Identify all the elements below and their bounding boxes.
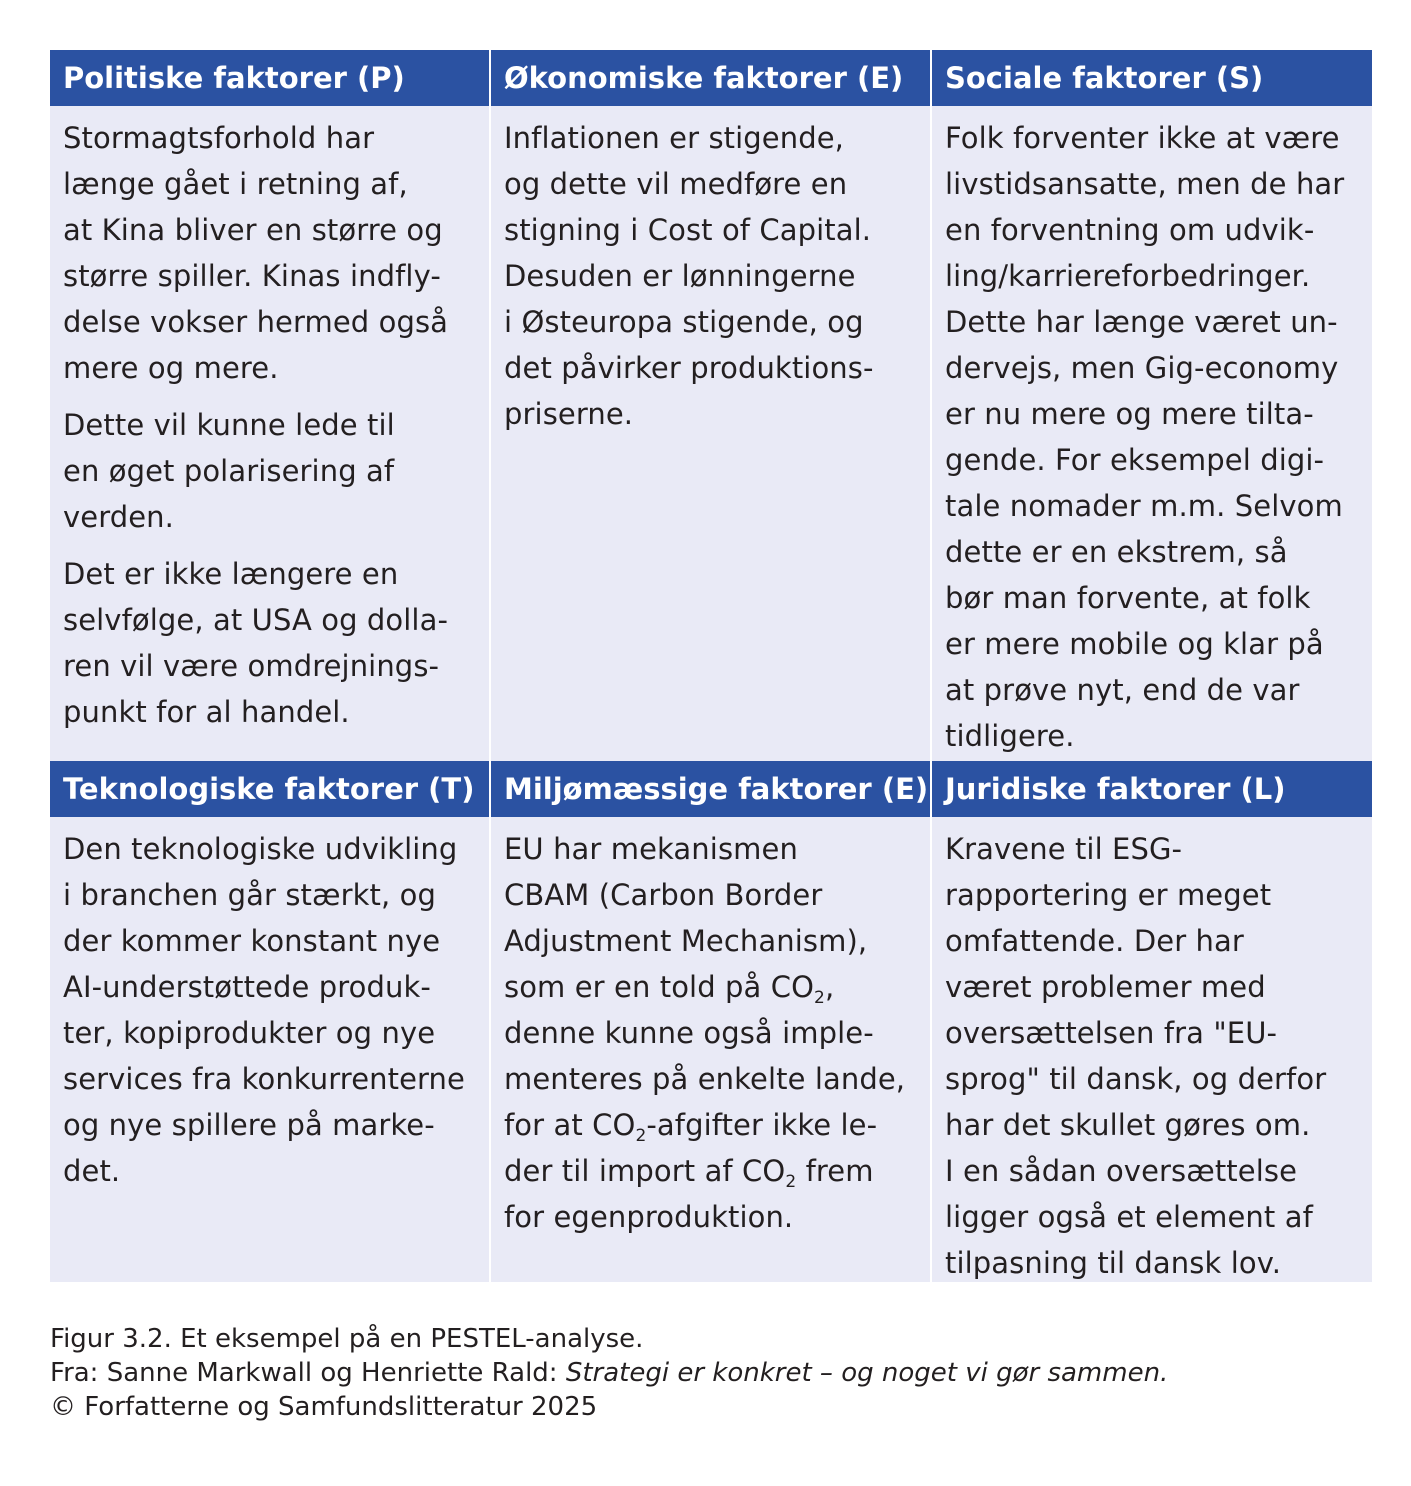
header-political: Politiske faktorer (P): [50, 50, 489, 106]
env-line: CBAM (Carbon Border: [504, 878, 823, 912]
subscript-2: 2: [785, 1172, 797, 1192]
header-legal: Juridiske faktorer (L): [932, 761, 1372, 817]
caption-line-1: Figur 3.2. Et eksempel på en PESTEL-analyse.: [50, 1324, 644, 1354]
cell-legal: [932, 817, 1372, 1282]
figure-caption: [50, 1322, 1168, 1424]
env-line: [504, 1148, 922, 1194]
caption-line-3: © Forfatterne og Samfundslitteratur 2025: [50, 1392, 598, 1422]
env-line: denne kunne også imple-: [504, 1016, 874, 1050]
subscript-2: 2: [814, 988, 825, 1008]
env-text: der til import af CO: [504, 1154, 786, 1188]
header-environmental: Miljømæssige faktorer (E): [491, 761, 930, 817]
pestel-table: [50, 50, 1370, 1282]
header-technological: Teknologiske faktorer (T): [50, 761, 489, 817]
economic-paragraph: Inflationen er stigende, og dette vil medføre en stigning i Cost of Capital. Desuden er lønningerne i Østeuropa stigende, og det påvirker produktions- priserne.: [504, 121, 874, 431]
caption-source: Fra: Sanne Markwall og Henriette Rald:: [50, 1358, 566, 1388]
political-paragraph: Det er ikke længere en selvfølge, at USA og dolla- ren vil være omdrejnings- punkt for al handel.: [63, 557, 449, 729]
political-paragraph: Stormagtsforhold har længe gået i retning af, at Kina bliver en større og større spiller. Kinas indfly- delse vokser hermed også mere og mere.: [63, 121, 449, 385]
header-social: Sociale faktorer (S): [932, 50, 1372, 106]
legal-paragraph: Kravene til ESG- rapportering er meget omfattende. Der har været problemer med oversættelsen fra "EU- sprog" til dansk, og derfor har det skullet gøres om. I en sådan oversættelse ligger også et element af tilpasning til dansk lov.: [945, 832, 1327, 1280]
cell-social: [932, 106, 1372, 761]
political-paragraph: Dette vil kunne lede til en øget polarisering af verden.: [63, 408, 395, 534]
subscript-2: 2: [635, 1126, 647, 1146]
env-line: menteres på enkelte lande,: [504, 1062, 906, 1096]
cell-environmental: [491, 817, 930, 1282]
header-economic: Økonomiske faktorer (E): [491, 50, 930, 106]
env-text: frem: [796, 1154, 874, 1188]
technological-paragraph: Den teknologiske udvikling i branchen går stærkt, og der kommer konstant nye AI-understøttede produk- ter, kopiprodukter og nye services fra konkurrenterne og nye spillere på marke- det.: [63, 832, 465, 1188]
env-text: ,: [824, 970, 835, 1004]
env-line: [504, 964, 922, 1010]
cell-technological: [50, 817, 489, 1282]
social-paragraph: Folk forventer ikke at være livstidsansatte, men de har en forventning om udvik- ling/karriereforbedringer. Dette har længe været un- dervejs, men Gig-economy er nu mere og mere tilta- gende. For eksempel digi- tale nomader m.m. Selvom dette er en ekstrem, så bør man forvente, at folk er mere mobile og klar på at prøve nyt, end de var tidligere.: [945, 121, 1345, 753]
env-line: for egenproduktion.: [504, 1200, 794, 1234]
cell-political: [50, 106, 489, 761]
caption-book-title: Strategi er konkret – og noget vi gør sammen.: [565, 1358, 1169, 1388]
env-line: [504, 1102, 922, 1148]
environmental-paragraph: [504, 826, 922, 1240]
env-text: -afgifter ikke le-: [646, 1108, 878, 1142]
cell-economic: [491, 106, 930, 761]
env-line: EU har mekanismen: [504, 832, 798, 866]
env-line: Adjustment Mechanism),: [504, 924, 868, 958]
caption-line-2: [50, 1356, 1168, 1390]
env-text: for at CO: [504, 1108, 636, 1142]
env-text: som er en told på CO: [504, 970, 815, 1004]
